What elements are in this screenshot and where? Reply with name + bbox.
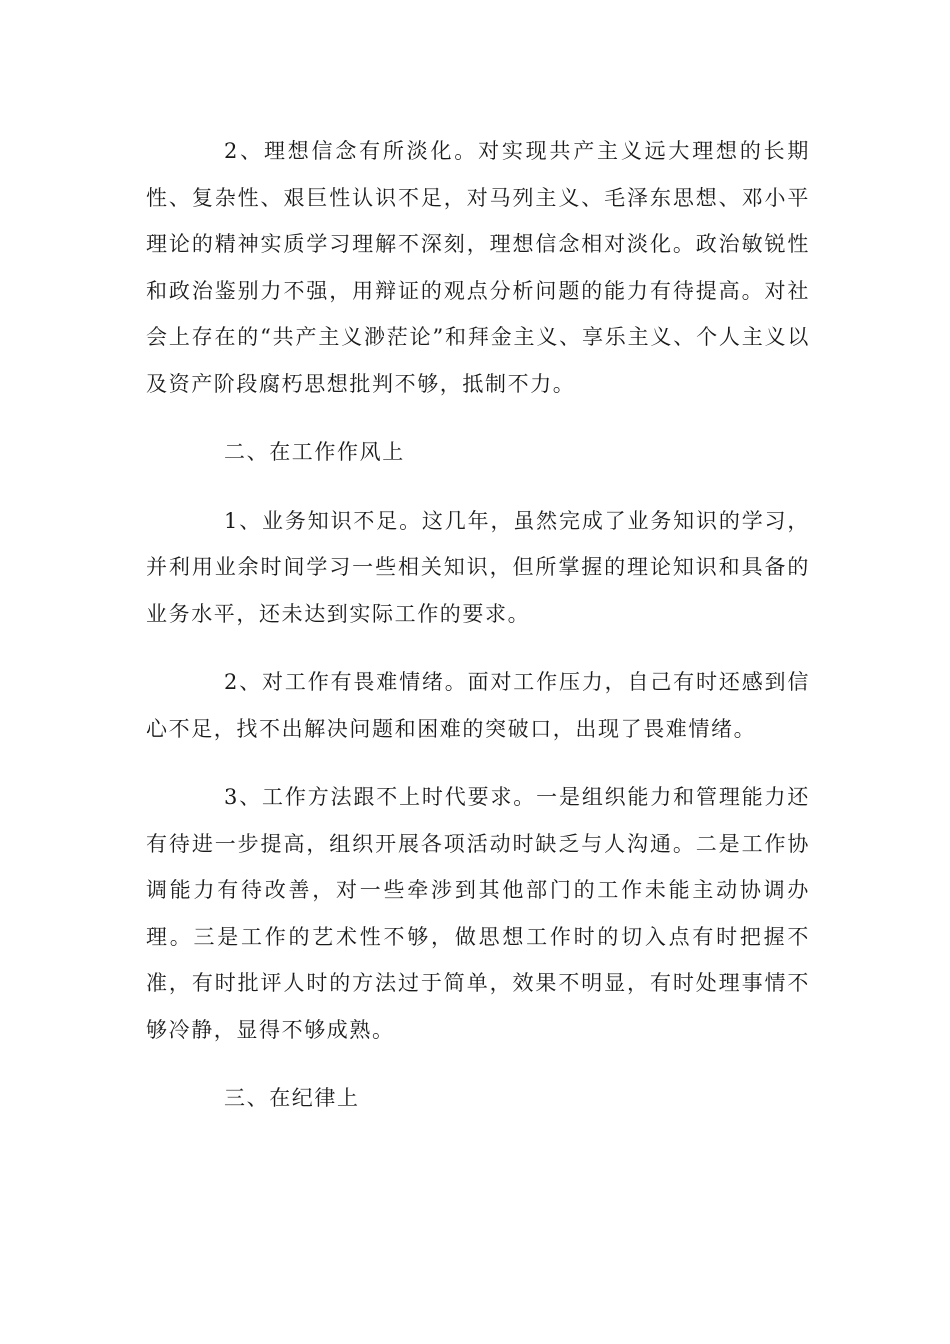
document-body	[146, 128, 810, 1144]
paragraph-ideals: 2、理想信念有所淡化。对实现共产主义远大理想的长期性、复杂性、艰巨性认识不足，对马列主义、毛泽东思想、邓小平理论的精神实质学习理解不深刻，理想信念相对淡化。政治敏锐性和政治鉴别力不强，用辩证的观点分析问题的能力有待提高。对社会上存在的“共产主义渺茫论”和拜金主义、享乐主义、个人主义以及资产阶段腐朽思想批判不够，抵制不力。	[146, 139, 810, 396]
paragraph-work-methods: 3、工作方法跟不上时代要求。一是组织能力和管理能力还有待进一步提高，组织开展各项活动时缺乏与人沟通。二是工作协调能力有待改善，对一些牵涉到其他部门的工作未能主动协调办理。三是工作的艺术性不够，做思想工作时的切入点有时把握不准，有时批评人时的方法过于简单，效果不明显，有时处理事情不够冷静，显得不够成熟。	[146, 785, 810, 1042]
paragraph-fear-of-difficulty: 2、对工作有畏难情绪。面对工作压力，自己有时还感到信心不足，找不出解决问题和困难的突破口，出现了畏难情绪。	[146, 670, 810, 741]
section-heading-work-style: 二、在工作作风上	[224, 440, 405, 464]
paragraph-business-knowledge: 1、业务知识不足。这几年，虽然完成了业务知识的学习，并利用业余时间学习一些相关知识，但所掌握的理论知识和具备的业务水平，还未达到实际工作的要求。	[146, 508, 810, 626]
section-heading-discipline: 三、在纪律上	[224, 1086, 360, 1110]
